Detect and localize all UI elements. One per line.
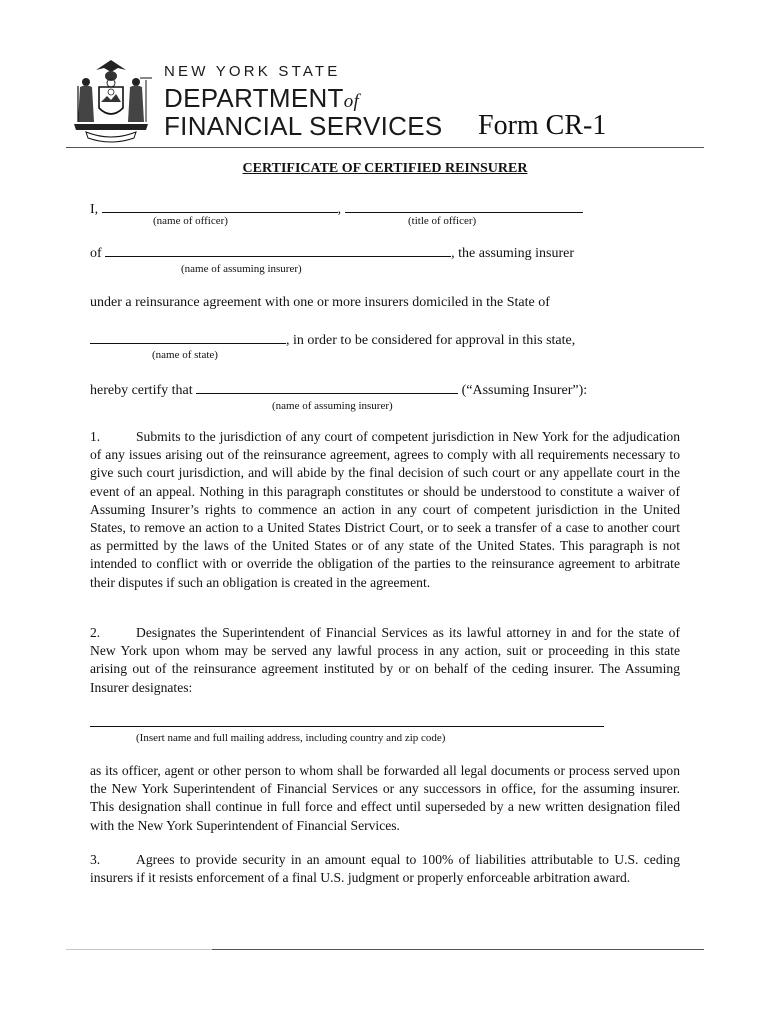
officer-title-caption: (title of officer) xyxy=(408,215,477,227)
officer-separator: , xyxy=(337,202,342,217)
state-suffix: , in order to be considered for approval in this state, xyxy=(286,333,576,348)
paragraph-1-text: Submits to the jurisdiction of any court of competent jurisdiction in New York for the adjudication of any issues arising out of the reinsurance agreement, agrees to comply with all requirements necessary to give such court jurisdiction, and will abide by the final decision of such court or any appellate court in the event of an appeal. Nothing in this paragraph constitutes or should be understood to constitute a waiver of Assuming Insurer’s rights to commence an action in any court of competent jurisdiction in the United States, to remove an action to a United States District Court, or to seek a transfer of a case to another court as permitted by the laws of the United States or of any state of the United States. This paragraph is not intended to conflict with or override the obligation of the parties to the reinsurance agreement to arbitrate their disputes if such an obligation is created in the agreement. xyxy=(90,429,680,590)
agency-line-3: FINANCIAL SERVICES xyxy=(164,111,443,141)
officer-name-caption: (name of officer) xyxy=(153,215,228,227)
paragraph-2-continued: as its officer, agent or other person to whom shall be forwarded all legal documents or process served upon the New York Superintendent of Financial Services or any successors in office, for the assuming insurer. This designation shall continue in full force and effect until superseded by a new written designation filed with the New York Superintendent of Financial Services. xyxy=(90,763,680,833)
agency-name xyxy=(164,64,442,139)
certify-prefix: hereby certify that xyxy=(90,383,193,398)
document-title: CERTIFICATE OF CERTIFIED REINSURER xyxy=(242,161,528,176)
form-number: Form CR-1 xyxy=(478,110,607,141)
address-field[interactable] xyxy=(90,726,604,727)
officer-prefix: I, xyxy=(90,202,99,217)
certify-insurer-field[interactable] xyxy=(196,381,458,394)
footer-rule xyxy=(212,949,704,950)
nys-seal-icon xyxy=(66,56,156,144)
state-caption: (name of state) xyxy=(152,349,218,361)
paragraph-1-number: 1. xyxy=(90,429,101,444)
state-line xyxy=(90,331,575,349)
state-field[interactable] xyxy=(90,331,286,344)
paragraph-2-number: 2. xyxy=(90,625,101,640)
agency-line-2 xyxy=(164,85,442,111)
paragraph-1 xyxy=(90,428,680,592)
header-divider xyxy=(66,147,704,148)
insurer-suffix: , the assuming insurer xyxy=(451,246,575,261)
certify-insurer-caption: (name of assuming insurer) xyxy=(272,400,393,412)
certify-line xyxy=(90,381,587,399)
agency-department: DEPARTMENT xyxy=(164,83,344,113)
insurer-prefix: of xyxy=(90,246,102,261)
paragraph-3-number: 3. xyxy=(90,852,101,867)
insurer-line xyxy=(90,244,574,262)
footer-rule-light xyxy=(66,949,212,950)
address-caption: (Insert name and full mailing address, including country and zip code) xyxy=(136,732,446,744)
paragraph-2 xyxy=(90,624,680,697)
domicile-line: under a reinsurance agreement with one or more insurers domiciled in the State of xyxy=(90,295,550,310)
paragraph-2-text: Designates the Superintendent of Financial Services as its lawful attorney in and for the state of New York upon whom may be served any lawful process in any action, suit or proceeding in this state arising out of the reinsurance agreement instituted by or on behalf of the ceding insurer. The Assuming Insurer designates: xyxy=(90,625,680,695)
agency-of: of xyxy=(343,91,360,112)
assuming-insurer-field[interactable] xyxy=(105,244,451,257)
assuming-insurer-caption: (name of assuming insurer) xyxy=(181,263,302,275)
officer-title-field[interactable] xyxy=(345,200,583,213)
agency-line-1: NEW YORK STATE xyxy=(164,63,341,80)
officer-name-field[interactable] xyxy=(102,200,338,213)
paragraph-3 xyxy=(90,851,680,887)
paragraph-3-text: Agrees to provide security in an amount equal to 100% of liabilities attributable to U.S. ceding insurers if it resists enforcement of a final U.S. judgment or properly enforceable arbitration award. xyxy=(90,852,680,886)
certify-suffix: (“Assuming Insurer”): xyxy=(461,383,588,398)
